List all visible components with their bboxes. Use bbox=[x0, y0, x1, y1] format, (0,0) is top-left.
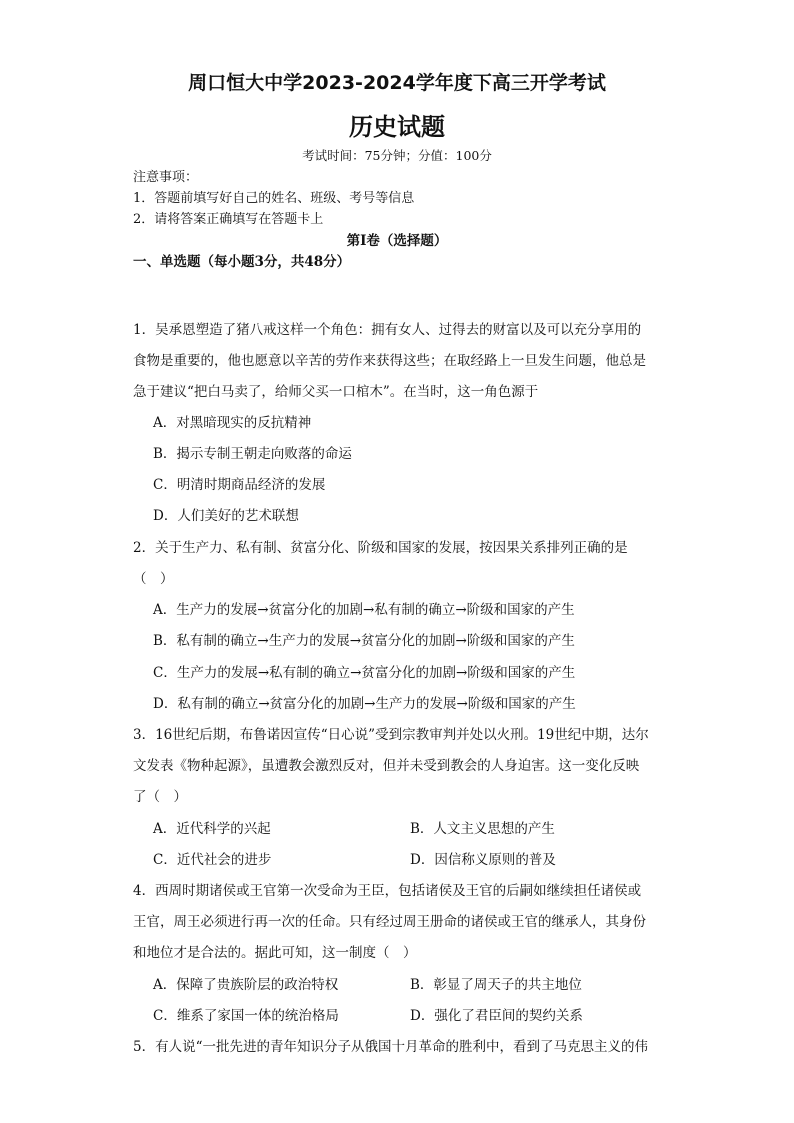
question-4-line: 王官，周王必须进行再一次的任命。只有经过周王册命的诸侯或王官的继承人，其身份 bbox=[133, 914, 646, 930]
notice-item: 1．答题前填写好自己的姓名、班级、考号等信息 bbox=[133, 191, 415, 206]
notice-heading: 注意事项： bbox=[133, 170, 199, 185]
question-1-option-a[interactable]: A．对黑暗现实的反抗精神 bbox=[153, 415, 312, 431]
question-4-option-b[interactable]: B．彰显了周天子的共主地位 bbox=[410, 977, 582, 993]
question-1-option-c[interactable]: C．明清时期商品经济的发展 bbox=[153, 477, 326, 493]
question-2-option-d[interactable]: D．私有制的确立→贫富分化的加剧→生产力的发展→阶级和国家的产生 bbox=[153, 696, 576, 712]
question-1-option-d[interactable]: D．人们美好的艺术联想 bbox=[153, 508, 299, 524]
question-3-line: 3．16世纪后期，布鲁诺因宣传“日心说”受到宗教审判并处以火刑。19世纪中期，达尔 bbox=[133, 727, 649, 743]
question-3-option-a[interactable]: A．近代科学的兴起 bbox=[153, 821, 271, 837]
question-3-option-b[interactable]: B．人文主义思想的产生 bbox=[410, 821, 555, 837]
question-3-line: 了（ ） bbox=[133, 789, 187, 805]
question-3-option-c[interactable]: C．近代社会的进步 bbox=[153, 852, 272, 868]
notice-item: 2．请将答案正确填写在答题卡上 bbox=[133, 212, 324, 227]
question-1-option-b[interactable]: B．揭示专制王朝走向败落的命运 bbox=[153, 446, 352, 462]
question-1-line: 食物是重要的，他也愿意以辛苦的劳作来获得这些；在取经路上一旦发生问题，他总是 bbox=[133, 353, 646, 369]
question-4-option-d[interactable]: D．强化了君臣间的契约关系 bbox=[410, 1008, 583, 1024]
question-1-line: 1．吴承恩塑造了猪八戒这样一个角色：拥有女人、过得去的财富以及可以充分享用的 bbox=[133, 322, 642, 338]
question-4-line: 和地位才是合法的。据此可知，这一制度（ ） bbox=[133, 945, 417, 961]
question-4-line: 4．西周时期诸侯或王官第一次受命为王臣，包括诸侯及王官的后嗣如继续担任诸侯或 bbox=[133, 883, 642, 899]
part-title: 第I卷（选择题） bbox=[346, 233, 448, 249]
question-3-option-d[interactable]: D．因信称义原则的普及 bbox=[410, 852, 556, 868]
question-2-line: 2．关于生产力、私有制、贫富分化、阶级和国家的发展，按因果关系排列正确的是 bbox=[133, 540, 628, 556]
section-title: 一、单选题（每小题3分，共48分） bbox=[133, 254, 351, 270]
question-5-line: 5．有人说“一批先进的青年知识分子从俄国十月革命的胜利中，看到了马克思主义的伟 bbox=[133, 1039, 648, 1055]
school-title: 周口恒大中学2023-2024学年度下高三开学考试 bbox=[188, 72, 606, 94]
question-2-line: （ ） bbox=[133, 571, 174, 587]
question-2-option-c[interactable]: C．生产力的发展→私有制的确立→贫富分化的加剧→阶级和国家的产生 bbox=[153, 665, 576, 681]
question-1-line: 急于建议“把白马卖了，给师父买一口棺木”。在当时，这一角色源于 bbox=[133, 384, 539, 400]
exam-info: 考试时间：75分钟；分值：100分 bbox=[302, 148, 492, 163]
question-4-option-c[interactable]: C．维系了家国一体的统治格局 bbox=[153, 1008, 339, 1024]
question-4-option-a[interactable]: A．保障了贵族阶层的政治特权 bbox=[153, 977, 339, 993]
question-2-option-a[interactable]: A．生产力的发展→贫富分化的加剧→私有制的确立→阶级和国家的产生 bbox=[153, 602, 575, 618]
question-2-option-b[interactable]: B．私有制的确立→生产力的发展→贫富分化的加剧→阶级和国家的产生 bbox=[153, 633, 575, 649]
subject-title: 历史试题 bbox=[349, 113, 445, 141]
question-3-line: 文发表《物种起源》，虽遭教会激烈反对，但并未受到教会的人身迫害。这一变化反映 bbox=[133, 758, 640, 774]
